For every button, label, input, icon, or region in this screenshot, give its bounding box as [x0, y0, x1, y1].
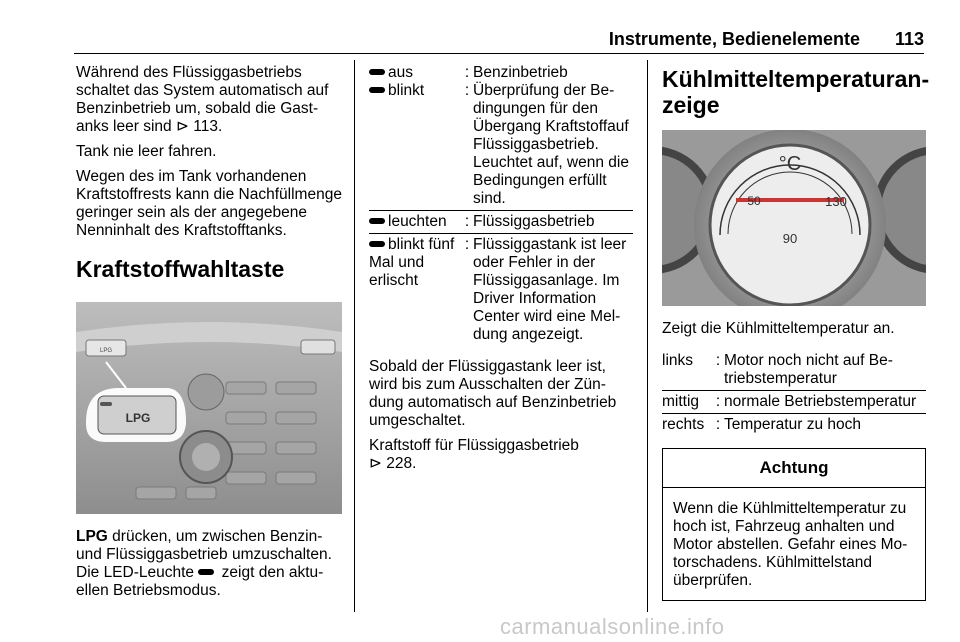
paragraph: Kraftstoff für Flüssiggasbetrieb ⊳ 228. [369, 437, 579, 472]
arrow-ref-icon: ⊳ [175, 118, 194, 135]
gauge-min-label: 50 [747, 194, 761, 208]
header-divider [74, 53, 924, 54]
notice-title: Achtung [663, 449, 925, 488]
led-indicator-icon [198, 569, 214, 575]
page-number: 113 [894, 29, 924, 49]
gauge-max-label: 130 [825, 194, 847, 209]
table-row: leuchten : Flüssiggasbetrieb [369, 211, 633, 234]
chapter-title: Instrumente, Bedienelemente [608, 29, 860, 49]
temperature-unit: °C [778, 153, 802, 175]
page-reference[interactable]: 113. [193, 118, 223, 135]
arrow-ref-icon: ⊳ [369, 455, 387, 472]
table-row: blinkt fünf Mal und erlischt : Flüssiggastank ist leer oder Fehler in der Flüssiggasanlage. Im Driver Information Center wird eine Meldung angezeigt. [369, 236, 627, 343]
page-reference[interactable]: 228. [386, 455, 417, 472]
section-heading: Kühlmitteltemperaturanzeige [662, 66, 930, 118]
paragraph: Während des Flüssiggasbetriebs schaltet das System automatisch auf Benzinbetrieb um, sobald die Gastanks leer sind ⊳ 113. [76, 64, 329, 135]
table-row: mittig : normale Betriebstemperatur [662, 391, 926, 414]
column-divider-2 [647, 60, 648, 612]
paragraph: Wegen des im Tank vorhandenen Kraftstoffrests kann die Nachfüllmenge geringer sein als der angegebene Nenninhalt des Kraftstofftanks. [76, 168, 342, 239]
table-row: rechts : Temperatur zu hoch [662, 416, 861, 433]
lpg-small-label: LPG [99, 348, 113, 354]
lpg-button-photo [76, 302, 342, 514]
paragraph: Sobald der Flüssiggastank leer ist, wird bis zum Ausschalten der Zündung automatisch auf Benzinbetrieb umgeschaltet. [369, 358, 617, 429]
notice-text: Wenn die Kühlmitteltemperatur zu hoch ist, Fahrzeug anhalten und Motor abstellen. Gefahr eines Motorschadens. Kühlmittelstand überprüfen. [673, 500, 908, 589]
led-indicator-icon [369, 218, 385, 224]
watermark: carmanualsonline.info [500, 614, 725, 639]
column-middle [369, 64, 633, 480]
led-indicator-icon [369, 241, 385, 247]
column-left [76, 64, 342, 607]
table-row: aus : Benzinbetrieb [369, 64, 633, 82]
lpg-key: LPG [76, 528, 108, 545]
paragraph: LPG drücken, um zwischen Benzin- und Flüssiggasbetrieb umzuschalten. Die LED-Leuchte zeigt den aktuellen Betriebsmodus. [76, 528, 332, 599]
paragraph: Tank nie leer fahren. [76, 143, 217, 160]
led-indicator-icon [369, 87, 385, 93]
led-state-table [369, 64, 633, 344]
led-indicator-icon [369, 69, 385, 75]
warning-notice [662, 448, 926, 601]
coolant-gauge-photo [662, 130, 926, 306]
gauge-position-table [662, 352, 926, 434]
column-divider-1 [354, 60, 355, 612]
table-row: links : Motor noch nicht auf Betriebstemperatur [662, 352, 926, 391]
lpg-button-label: LPG [125, 411, 151, 425]
gauge-mid-label: 90 [782, 231, 798, 246]
column-right [662, 64, 930, 601]
table-row: blinkt : Überprüfung der Bedingungen für den Übergang Kraftstoffauf Flüssiggasbetrieb. Leuchtet auf, wenn die Bedingungen erfüllt sind. [369, 82, 633, 211]
section-heading: Kraftstoffwahltaste [76, 256, 285, 282]
paragraph: Zeigt die Kühlmitteltemperatur an. [662, 320, 895, 337]
